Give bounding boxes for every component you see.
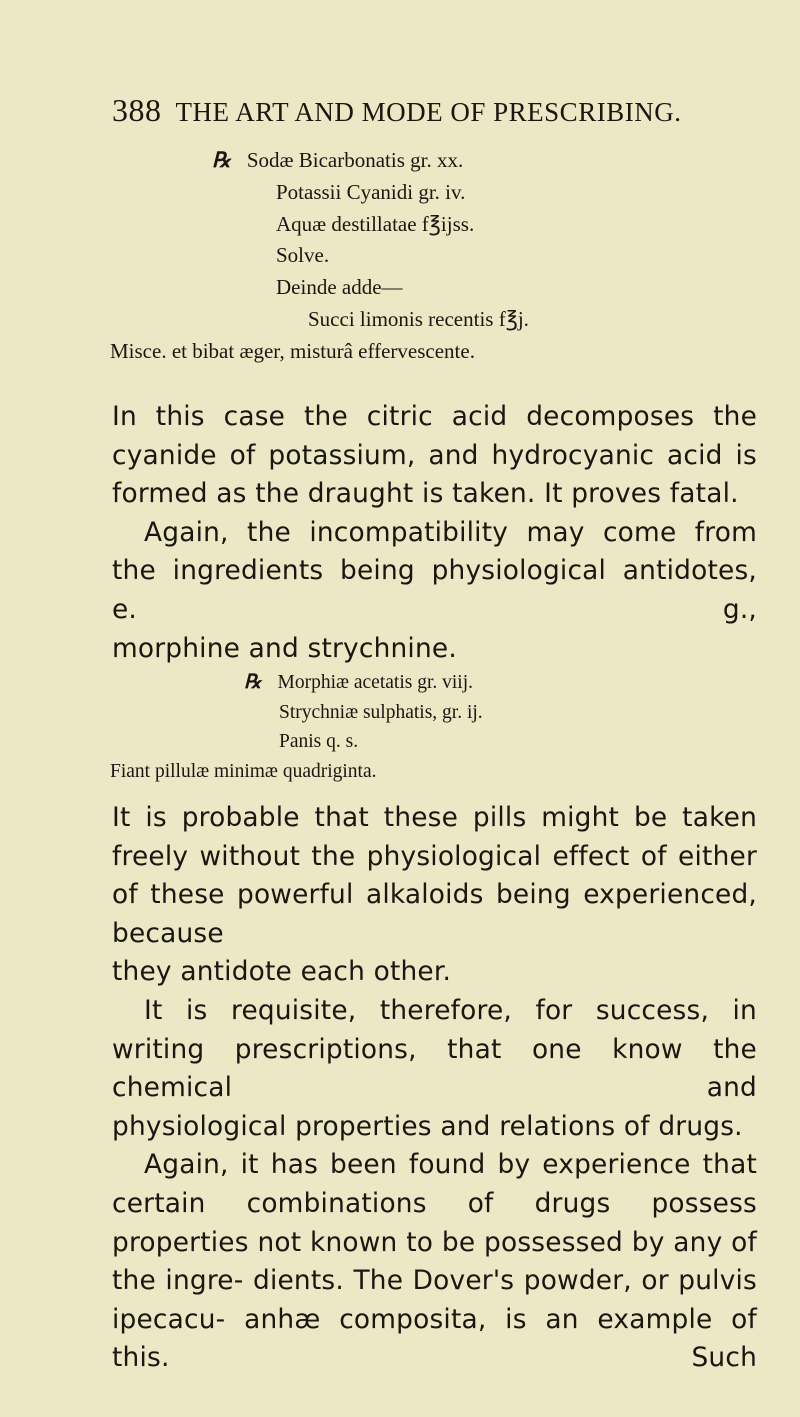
rx-symbol: ℞ [212, 148, 231, 172]
prescription-line: ℞ Morphiæ acetatis gr. viij. [244, 672, 473, 693]
prose-section-2 [112, 799, 757, 1378]
prescription-line: Potassii Cyanidi gr. iv. [276, 179, 466, 204]
paragraph: Again, the incompatibility may come from the ingredients being physiological antidotes, e. g., [112, 516, 757, 625]
paragraph: physiological properties and relations of drugs. [112, 1110, 743, 1142]
paragraph: It is probable that these pills might be taken freely without the physiological effect of either of these powerful alkaloids being experienced, because [112, 802, 758, 949]
running-header [112, 92, 772, 129]
prescription-line: Panis q. s. [279, 731, 359, 752]
prescription-line: Misce. et bibat æger, misturâ effervescente. [110, 338, 475, 363]
prescription-block-2 [110, 668, 483, 786]
prescription-line: Fiant pillulæ minimæ quadriginta. [110, 760, 377, 782]
prescription-line: ℞ Sodæ Bicarbonatis gr. xx. [212, 148, 464, 172]
prose-section-1 [112, 398, 757, 668]
paragraph: In this case the citric acid decomposes the cyanide of potassium, and hydrocyanic acid is [112, 401, 757, 471]
paragraph: morphine and strychnine. [112, 632, 457, 664]
rx-symbol: ℞ [244, 672, 262, 693]
paragraph: It is requisite, therefore, for success, in writing prescriptions, that one know the chemical and [112, 994, 757, 1104]
prescription-line: Aquæ destillatae f℥ijss. [276, 211, 475, 236]
prescription-line: Succi limonis recentis f℥j. [308, 306, 529, 331]
page-number: 388 [112, 92, 162, 128]
running-title: THE ART AND MODE OF PRESCRIBING. [175, 97, 682, 127]
paragraph: formed as the draught is taken. It proves fatal. [112, 478, 739, 510]
paragraph: they antidote each other. [112, 956, 452, 988]
prescription-line: Solve. [276, 243, 330, 268]
paragraph: Again, it has been found by experience that certain combinations of drugs possess properties not known to be possessed by any of the ingre- dients. The Dover's powder, or pulvis ipecacu- anhæ composita, is an example of this. Such [112, 1149, 757, 1374]
prescription-line: Strychniæ sulphatis, gr. ij. [279, 701, 483, 723]
prescription-line: Deinde adde— [276, 275, 403, 300]
prescription-block-1 [110, 145, 529, 368]
